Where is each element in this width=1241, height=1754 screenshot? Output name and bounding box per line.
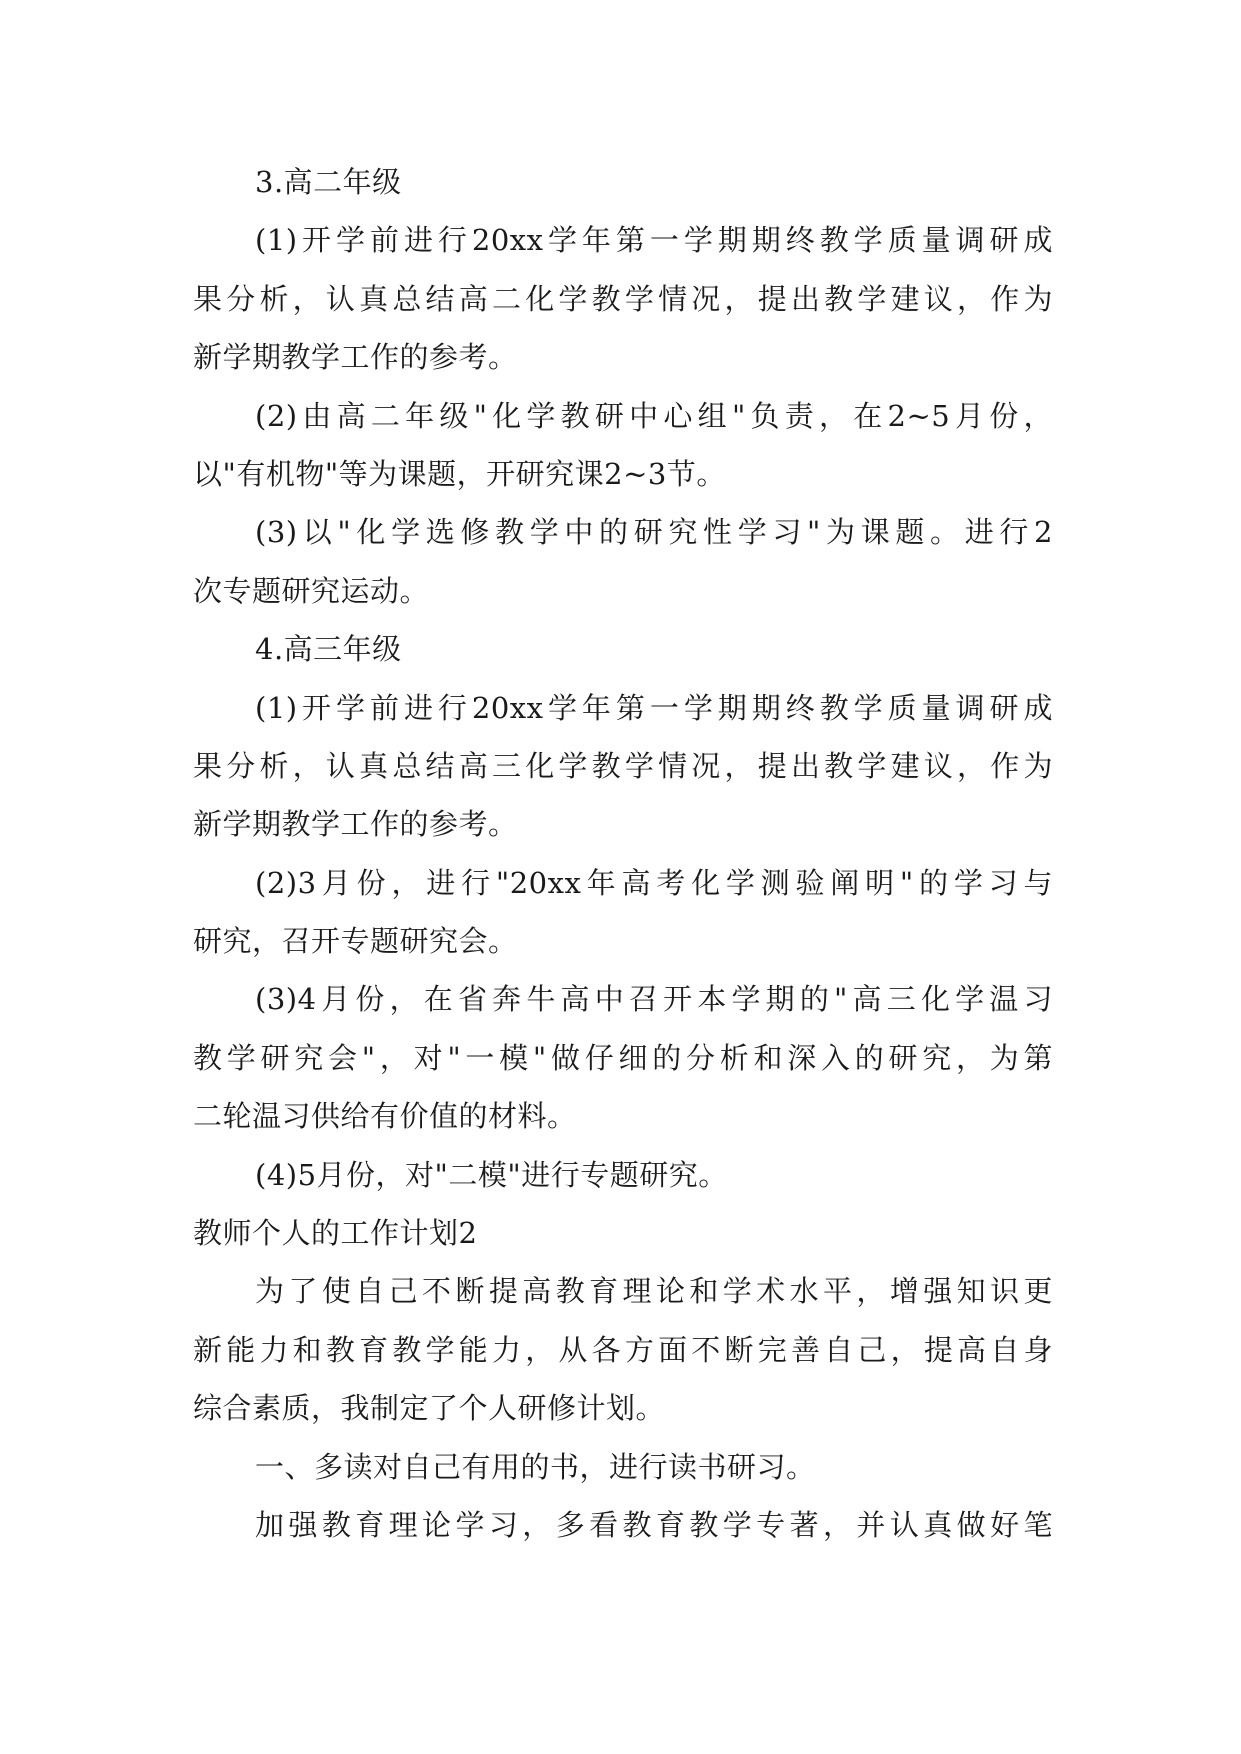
text-line: 教学研究会"，对"一模"做仔细的分析和深入的研究，为第 [193,1040,1053,1075]
text-line: 新能力和教育教学能力，从各方面不断完善自己，提高自身 [193,1332,1053,1367]
document-body [193,153,1053,1554]
text-line: 4.高三年级 [255,632,402,667]
text-line: (1)开学前进行20xx学年第一学期期终教学质量调研成 [255,690,1053,725]
text-line: (2)3月份，进行"20xx年高考化学测验阐明"的学习与 [255,865,1053,900]
text-line: 果分析，认真总结高二化学教学情况，提出教学建议，作为 [193,281,1053,316]
text-line: (3)以"化学选修教学中的研究性学习"为课题。进行2 [255,515,1053,550]
text-line: 新学期教学工作的参考。 [193,340,518,375]
text-line: (2)由高二年级"化学教研中心组"负责，在2~5月份， [255,398,1053,433]
text-line: (1)开学前进行20xx学年第一学期期终教学质量调研成 [255,223,1053,258]
text-line: 教师个人的工作计划2 [193,1216,478,1251]
text-line: 一、多读对自己有用的书，进行读书研习。 [255,1449,816,1484]
text-line: 综合素质，我制定了个人研修计划。 [193,1391,666,1426]
text-line: 加强教育理论学习，多看教育教学专著，并认真做好笔 [255,1507,1053,1542]
text-line: 新学期教学工作的参考。 [193,807,518,842]
text-line: (3)4月份，在省奔牛高中召开本学期的"高三化学温习 [255,982,1053,1017]
text-line: 次专题研究运动。 [193,573,430,608]
text-line: 以"有机物"等为课题，开研究课2~3节。 [193,456,726,491]
text-line: (4)5月份，对"二模"进行专题研究。 [255,1157,728,1192]
text-line: 二轮温习供给有价值的材料。 [193,1099,577,1134]
text-line: 3.高二年级 [255,165,402,199]
text-line: 果分析，认真总结高三化学教学情况，提出教学建议，作为 [193,748,1053,783]
text-line: 为了使自己不断提高教育理论和学术水平，增强知识更 [255,1274,1053,1309]
text-line: 研究，召开专题研究会。 [193,924,518,959]
